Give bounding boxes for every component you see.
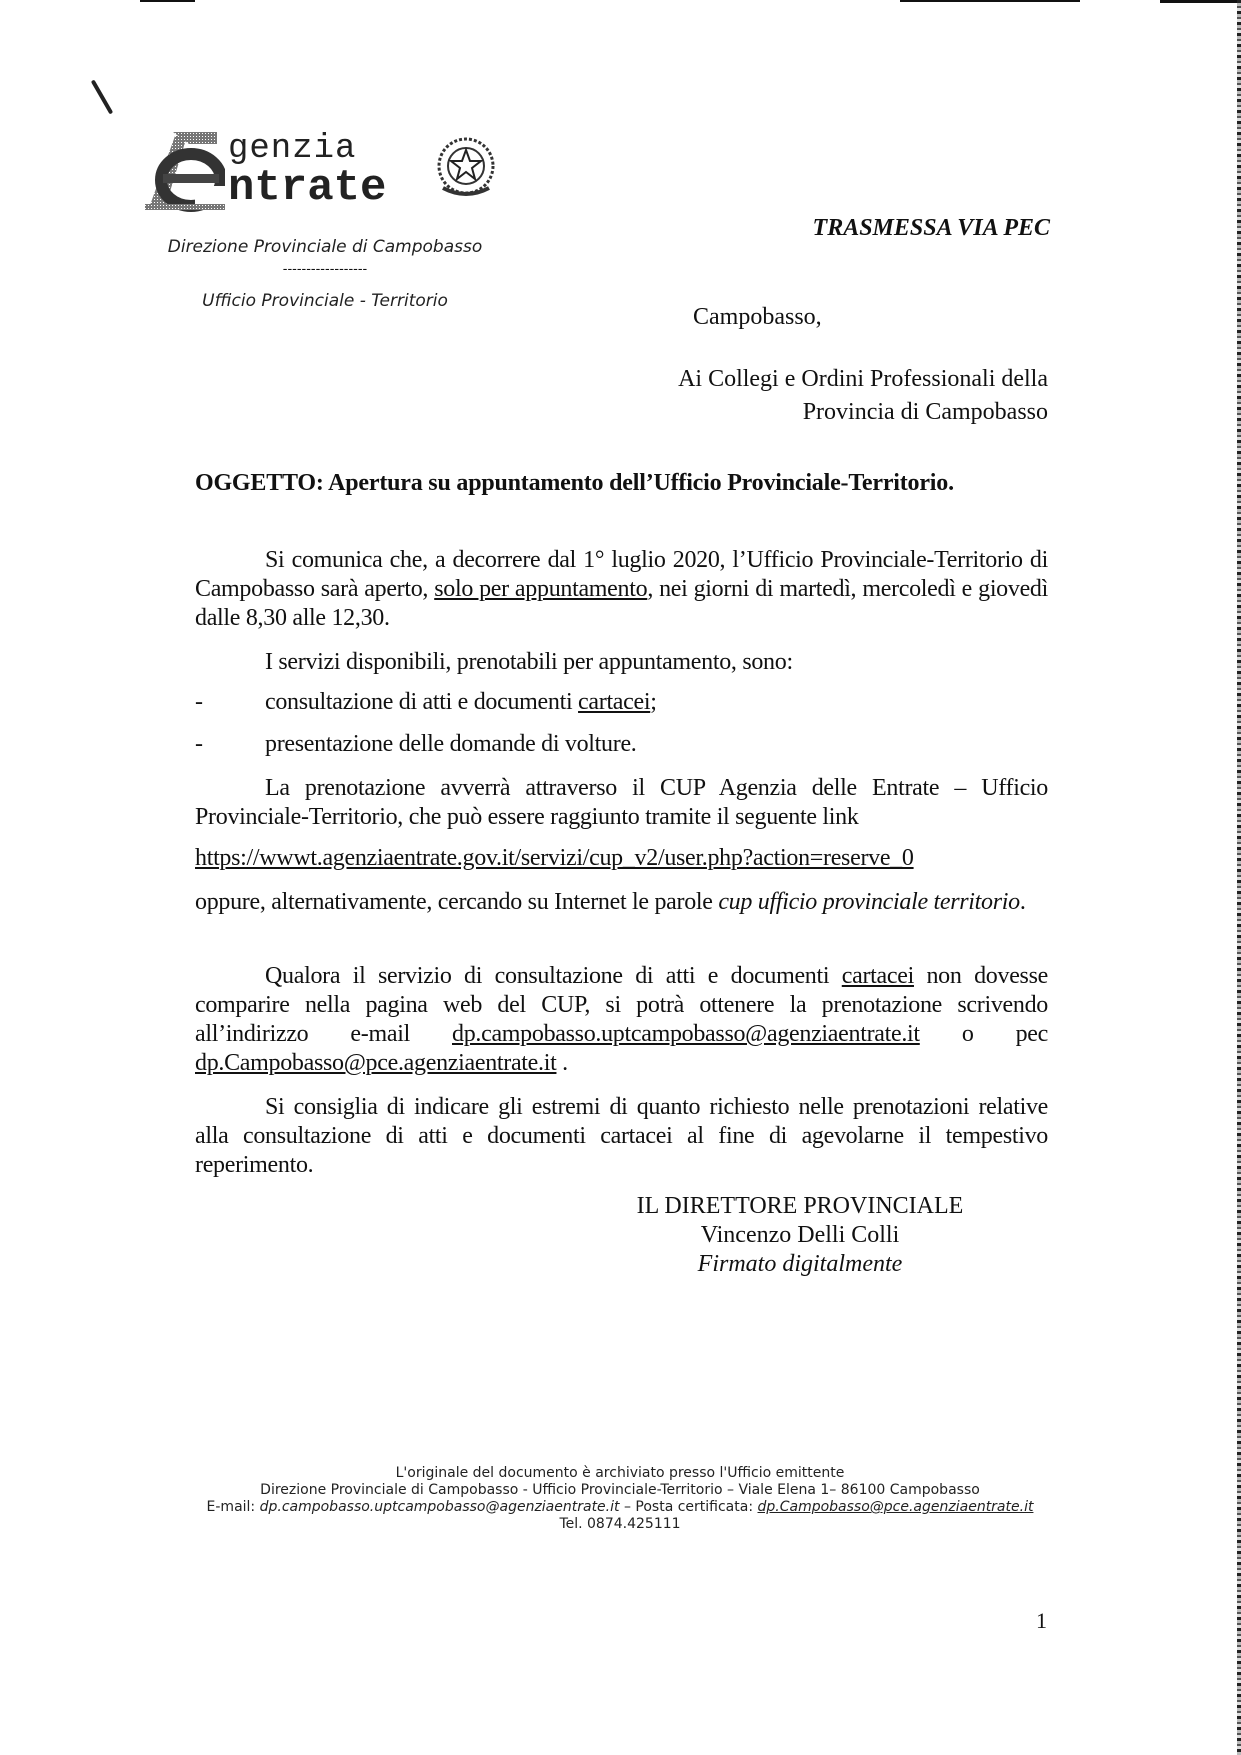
scan-edge-mark xyxy=(1160,0,1241,3)
text: – Posta certificata: xyxy=(619,1499,758,1515)
signature-note: Firmato digitalmente xyxy=(697,1251,903,1277)
paragraph-services-intro: I servizi disponibili, prenotabili per appuntamento, sono: xyxy=(265,649,793,675)
transmission-note: TRASMESSA VIA PEC xyxy=(812,215,1050,241)
footer-address: Direzione Provinciale di Campobasso - Ufficio Provinciale-Territorio – Viale Elena 1– 86100 Campobasso xyxy=(260,1482,980,1498)
text: . xyxy=(556,1050,568,1076)
list-bullet: - xyxy=(195,689,203,715)
logo-wordmark xyxy=(228,126,387,213)
list-item xyxy=(195,731,1048,758)
italic-search-terms: cup ufficio provinciale territorio xyxy=(718,889,1020,915)
logo-line-1: genzia xyxy=(228,130,357,168)
paragraph-opening xyxy=(195,546,1048,633)
office-name: Direzione Provinciale di Campobasso xyxy=(167,237,483,257)
footer-pec-email[interactable]: dp.Campobasso@pce.agenziaentrate.it xyxy=(757,1499,1034,1515)
list-bullet: - xyxy=(195,731,203,757)
paragraph-advice: Si consiglia di indicare gli estremi di quanto richiesto nelle prenotazioni relative alla consultazione di atti e documenti cartacei al fine di agevolarne il tempestivo reperimento. xyxy=(195,1094,1048,1178)
scan-edge-mark xyxy=(900,0,1080,2)
scan-edge-border xyxy=(1237,0,1241,1755)
footer-email[interactable]: dp.campobasso.uptcampobasso@agenziaentrate.it xyxy=(259,1499,620,1515)
logo-line-2: ntrate xyxy=(228,163,387,213)
list-item xyxy=(195,689,1048,716)
pec-email-link[interactable]: dp.Campobasso@pce.agenziaentrate.it xyxy=(195,1050,557,1076)
text: o pec xyxy=(919,1021,1048,1047)
underlined-text: cartacei xyxy=(841,963,914,989)
pen-mark xyxy=(91,80,113,115)
text: Qualora il servizio di consultazione di atti e documenti xyxy=(265,963,842,989)
text: consultazione di atti e documenti xyxy=(265,689,579,715)
email-link[interactable]: dp.campobasso.uptcampobasso@agenziaentrate.it xyxy=(452,1021,920,1047)
text: . xyxy=(1019,889,1026,915)
place-date: Campobasso, xyxy=(693,304,822,330)
cup-booking-link[interactable]: https://wwwt.agenziaentrate.gov.it/servizi/cup_v2/user.php?action=reserve_0 xyxy=(195,845,914,871)
scan-edge-mark xyxy=(140,0,195,2)
footer-contacts xyxy=(100,1499,1140,1516)
underlined-text: solo per appuntamento xyxy=(434,576,648,602)
recipient-line: Ai Collegi e Ordini Professionali della xyxy=(678,366,1048,392)
agenzia-entrate-logo xyxy=(145,126,495,216)
underlined-text: cartacei xyxy=(578,689,651,715)
italian-republic-emblem-icon xyxy=(435,126,497,212)
footer-archive-note: L'originale del documento è archiviato presso l'Ufficio emittente xyxy=(395,1465,845,1481)
text: non dovesse comparire nella pagina web del CUP, si potrà ottenere la prenotazione scrivendo all’indirizzo e-mail xyxy=(195,963,1048,1047)
recipient-line: Provincia di Campobasso xyxy=(802,399,1048,425)
paragraph-alternative xyxy=(195,888,1048,917)
text: E-mail: xyxy=(206,1499,260,1515)
recipient-block xyxy=(600,363,1048,429)
header-separator: ------------------ xyxy=(282,262,368,277)
signature-title: IL DIRETTORE PROVINCIALE xyxy=(636,1193,964,1219)
paragraph-booking: La prenotazione avverrà attraverso il CUP Agenzia delle Entrate – Ufficio Provinciale-Territorio, che può essere raggiunto tramite il seguente link xyxy=(195,775,1048,830)
text: ; xyxy=(650,689,657,715)
text: , nei giorni di martedì, mercoledì e giovedì dalle 8,30 alle 12,30. xyxy=(195,576,1049,631)
subject-line: OGGETTO: Apertura su appuntamento dell’Ufficio Provinciale-Territorio. xyxy=(195,470,954,496)
signature-name: Vincenzo Delli Colli xyxy=(700,1222,900,1248)
text: oppure, alternativamente, cercando su Internet le parole xyxy=(195,889,719,915)
text: presentazione delle domande di volture. xyxy=(265,731,637,757)
page-number: 1 xyxy=(1036,1608,1047,1633)
footer-phone: Tel. 0874.425111 xyxy=(559,1516,681,1532)
department-name: Ufficio Provinciale - Territorio xyxy=(202,291,448,311)
agenzia-entrate-mark-icon xyxy=(145,130,225,212)
text: Si comunica che, a decorrere dal 1° luglio 2020, l’Ufficio Provinciale-Territorio di Campobasso sarà aperto, xyxy=(195,547,1048,602)
paragraph-email-fallback xyxy=(195,962,1048,1078)
